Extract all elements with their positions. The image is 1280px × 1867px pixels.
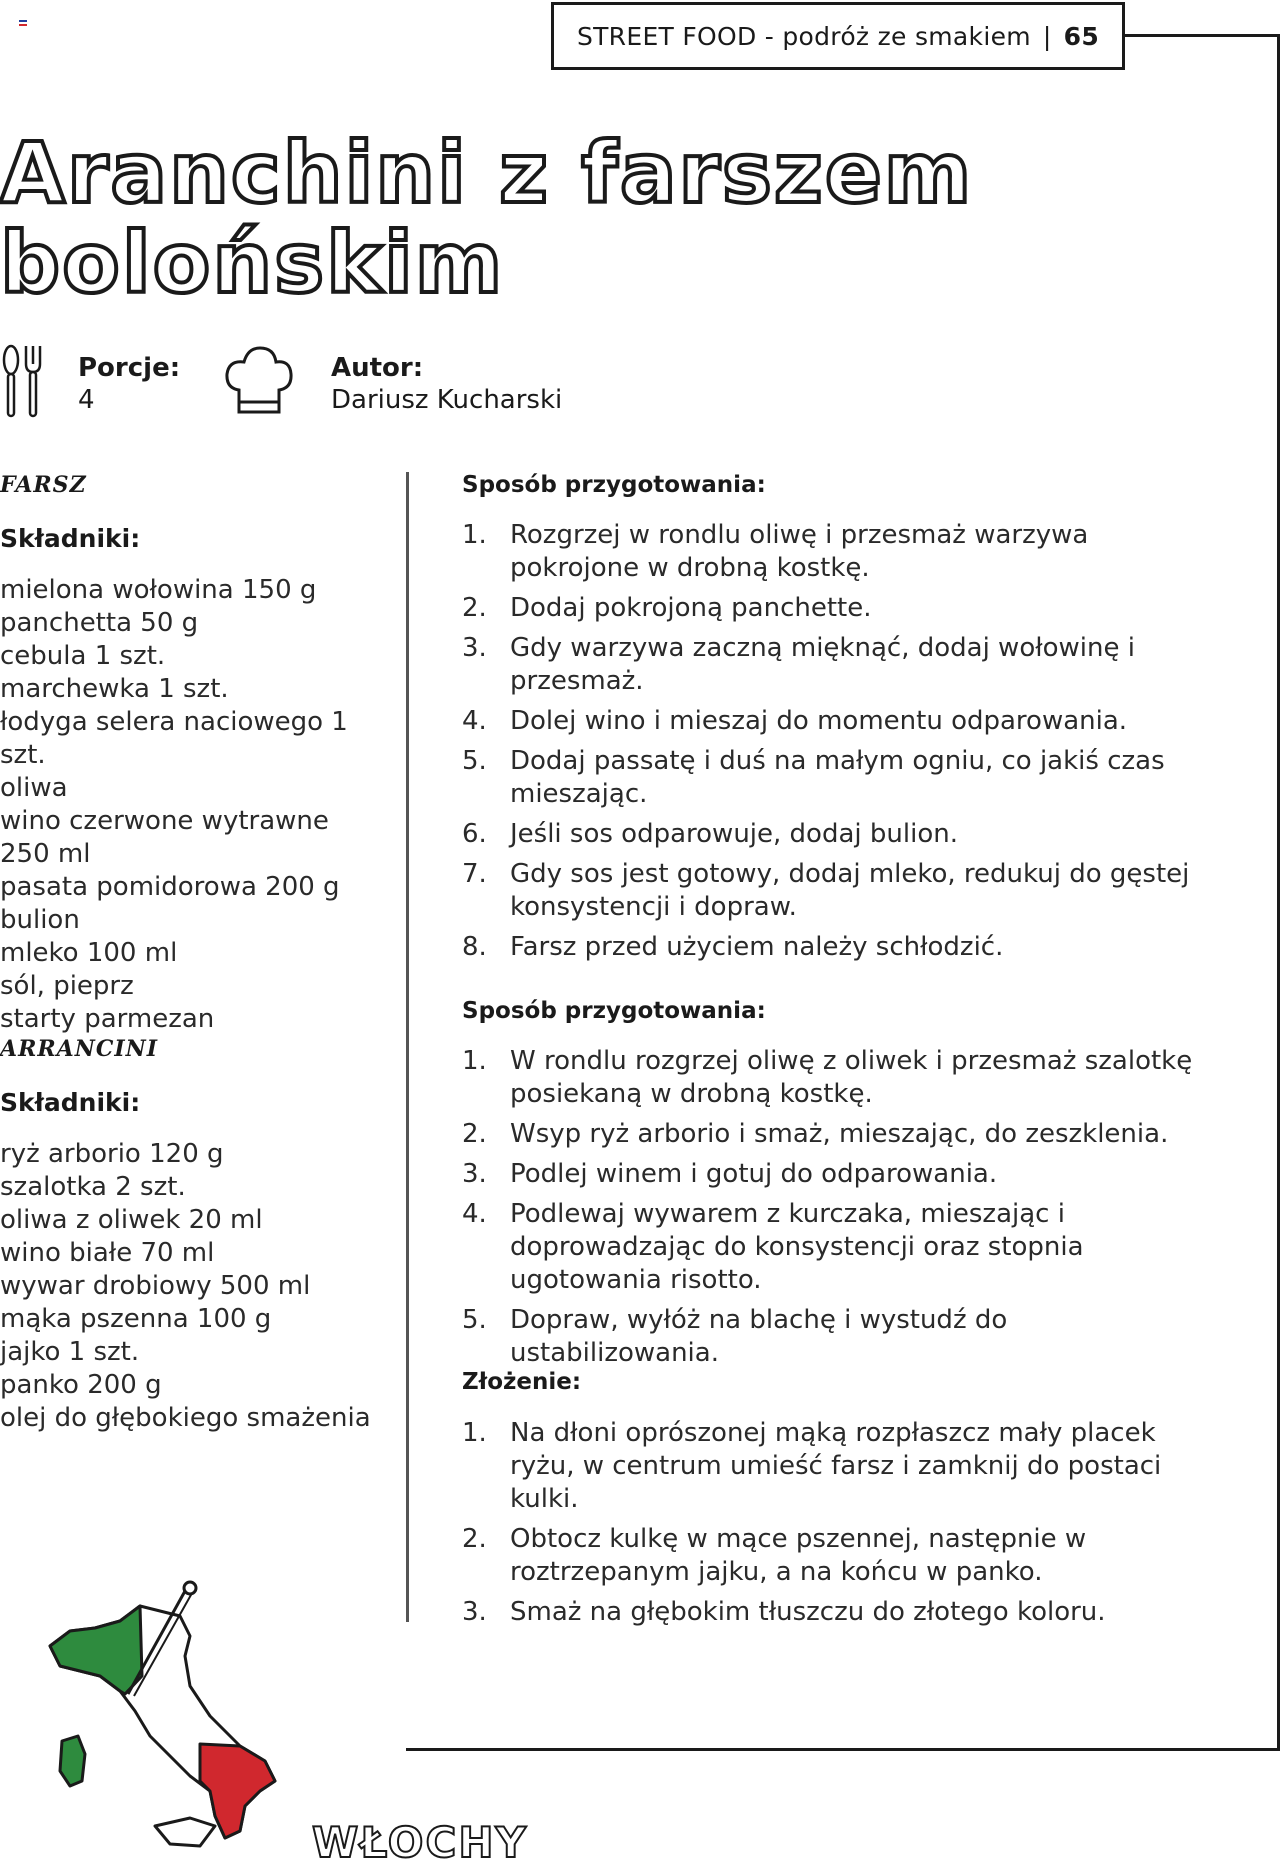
method-title-farsz: Sposób przygotowania: <box>462 472 766 498</box>
step-text: Na dłoni oprószonej mąką rozpłaszcz mały placek ryżu, w centrum umieść farsz i zamknij do postaci kulki. <box>510 1418 1162 1514</box>
step-number: 1. <box>462 520 487 550</box>
step-number: 2. <box>462 593 487 623</box>
step-number: 5. <box>462 746 487 776</box>
step-text: Smaż na głębokim tłuszczu do złotego koloru. <box>510 1597 1106 1627</box>
recipe-title: Aranchini z farszem bolońskim <box>0 124 974 312</box>
step-text: Dolej wino i mieszaj do momentu odparowania. <box>510 706 1128 736</box>
step-text: Gdy warzywa zaczną mięknąć, dodaj wołowinę i przesmaż. <box>510 633 1135 696</box>
ingredient-item: oliwa <box>0 773 68 803</box>
ingredient-item: cebula 1 szt. <box>0 641 166 671</box>
step-number: 4. <box>462 1199 487 1229</box>
ingredient-item: wino czerwone wytrawne <box>0 806 329 836</box>
step-item <box>462 745 1222 811</box>
step-text: Farsz przed użyciem należy schłodzić. <box>510 932 1004 962</box>
step-text: Podlewaj wywarem z kurczaka, mieszając i doprowadzając do konsystencji oraz stopnia ugotowania risotto. <box>510 1199 1084 1295</box>
method-steps-farsz <box>462 519 1222 971</box>
step-number: 3. <box>462 1597 487 1627</box>
step-item <box>462 1198 1222 1297</box>
ingredient-item: oliwa z oliwek 20 ml <box>0 1205 263 1235</box>
section-title-arancini: ARRANCINI <box>0 1036 159 1062</box>
step-number: 3. <box>462 633 487 663</box>
ingredient-item: sól, pieprz <box>0 971 134 1001</box>
ingredients-list-arancini <box>0 1138 400 1435</box>
step-number: 1. <box>462 1046 487 1076</box>
step-text: Dodaj pokrojoną panchette. <box>510 593 872 623</box>
frame-line-bottom <box>406 1748 1280 1751</box>
step-number: 2. <box>462 1119 487 1149</box>
ingredient-item: łodyga selera naciowego 1 szt. <box>0 707 348 770</box>
step-item <box>462 858 1222 924</box>
step-item <box>462 1045 1222 1111</box>
header-divider: | <box>1042 21 1052 51</box>
author-label: Autor: <box>331 353 424 383</box>
ingredients-label-farsz: Składniki: <box>0 524 141 553</box>
method-title-arancini: Sposób przygotowania: <box>462 998 766 1024</box>
step-item <box>462 705 1222 738</box>
step-number: 2. <box>462 1524 487 1554</box>
book-subtitle: podróż ze smakiem <box>782 21 1031 51</box>
ingredient-item: 250 ml <box>0 839 91 869</box>
ingredient-item: wywar drobiowy 500 ml <box>0 1271 311 1301</box>
book-title: STREET FOOD <box>576 21 757 51</box>
step-item <box>462 1118 1222 1151</box>
step-text: Wsyp ryż arborio i smaż, mieszając, do zeszklenia. <box>510 1119 1169 1149</box>
ingredient-item: mleko 100 ml <box>0 938 178 968</box>
step-item <box>462 1158 1222 1191</box>
ingredient-item: pasata pomidorowa 200 g <box>0 872 340 902</box>
step-item <box>462 931 1222 964</box>
assembly-steps <box>462 1417 1222 1636</box>
ingredient-item: szalotka 2 szt. <box>0 1172 186 1202</box>
step-text: Gdy sos jest gotowy, dodaj mleko, redukuj do gęstej konsystencji i dopraw. <box>510 859 1190 922</box>
flag-icon <box>19 20 27 26</box>
step-item <box>462 592 1222 625</box>
step-item <box>462 1523 1222 1589</box>
section-title-farsz: FARSZ <box>0 472 87 498</box>
country-label: WŁOCHY <box>312 1818 528 1867</box>
italy-map-icon <box>40 1576 290 1860</box>
ingredient-item: wino białe 70 ml <box>0 1238 215 1268</box>
step-number: 3. <box>462 1159 487 1189</box>
step-number: 6. <box>462 819 487 849</box>
step-number: 7. <box>462 859 487 889</box>
assembly-title: Złożenie: <box>462 1369 582 1395</box>
step-text: Dodaj passatę i duś na małym ogniu, co jakiś czas mieszając. <box>510 746 1165 809</box>
frame-line-top <box>1125 34 1278 37</box>
ingredient-item: bulion <box>0 905 80 935</box>
step-number: 5. <box>462 1305 487 1335</box>
step-item <box>462 1304 1222 1370</box>
ingredient-item: mielona wołowina 150 g <box>0 575 317 605</box>
method-steps-arancini <box>462 1045 1222 1377</box>
step-item <box>462 818 1222 851</box>
author-value: Dariusz Kucharski <box>331 385 563 415</box>
servings-label: Porcje: <box>78 353 181 383</box>
step-number: 4. <box>462 706 487 736</box>
step-item <box>462 1417 1222 1516</box>
step-text: Rozgrzej w rondlu oliwę i przesmaż warzywa pokrojone w drobną kostkę. <box>510 520 1089 583</box>
ingredient-item: panko 200 g <box>0 1370 162 1400</box>
ingredient-item: olej do głębokiego smażenia <box>0 1403 371 1433</box>
ingredient-item: ryż arborio 120 g <box>0 1139 224 1169</box>
ingredients-list-farsz <box>0 574 400 1036</box>
ingredient-item: jajko 1 szt. <box>0 1337 140 1367</box>
step-item <box>462 632 1222 698</box>
page-number: 65 <box>1063 21 1100 51</box>
step-item <box>462 519 1222 585</box>
step-text: Dopraw, wyłóż na blachę i wystudź do ustabilizowania. <box>510 1305 1008 1368</box>
step-number: 8. <box>462 932 487 962</box>
step-text: W rondlu rozgrzej oliwę z oliwek i przesmaż szalotkę posiekaną w drobną kostkę. <box>510 1046 1193 1109</box>
cutlery-icon <box>2 344 42 424</box>
step-number: 1. <box>462 1418 487 1448</box>
ingredient-item: panchetta 50 g <box>0 608 199 638</box>
ingredient-item: mąka pszenna 100 g <box>0 1304 272 1334</box>
chef-hat-icon <box>224 344 294 420</box>
column-divider <box>406 472 409 1622</box>
page-header: STREET FOOD - podróż ze smakiem | 65 <box>551 2 1125 70</box>
ingredients-label-arancini: Składniki: <box>0 1088 141 1117</box>
step-item <box>462 1596 1222 1629</box>
ingredient-item: marchewka 1 szt. <box>0 674 229 704</box>
ingredient-item: starty parmezan <box>0 1004 215 1034</box>
servings-value: 4 <box>78 385 95 415</box>
step-text: Obtocz kulkę w mące pszennej, następnie w roztrzepanym jajku, a na końcu w panko. <box>510 1524 1087 1587</box>
step-text: Jeśli sos odparowuje, dodaj bulion. <box>510 819 958 849</box>
step-text: Podlej winem i gotuj do odparowania. <box>510 1159 998 1189</box>
